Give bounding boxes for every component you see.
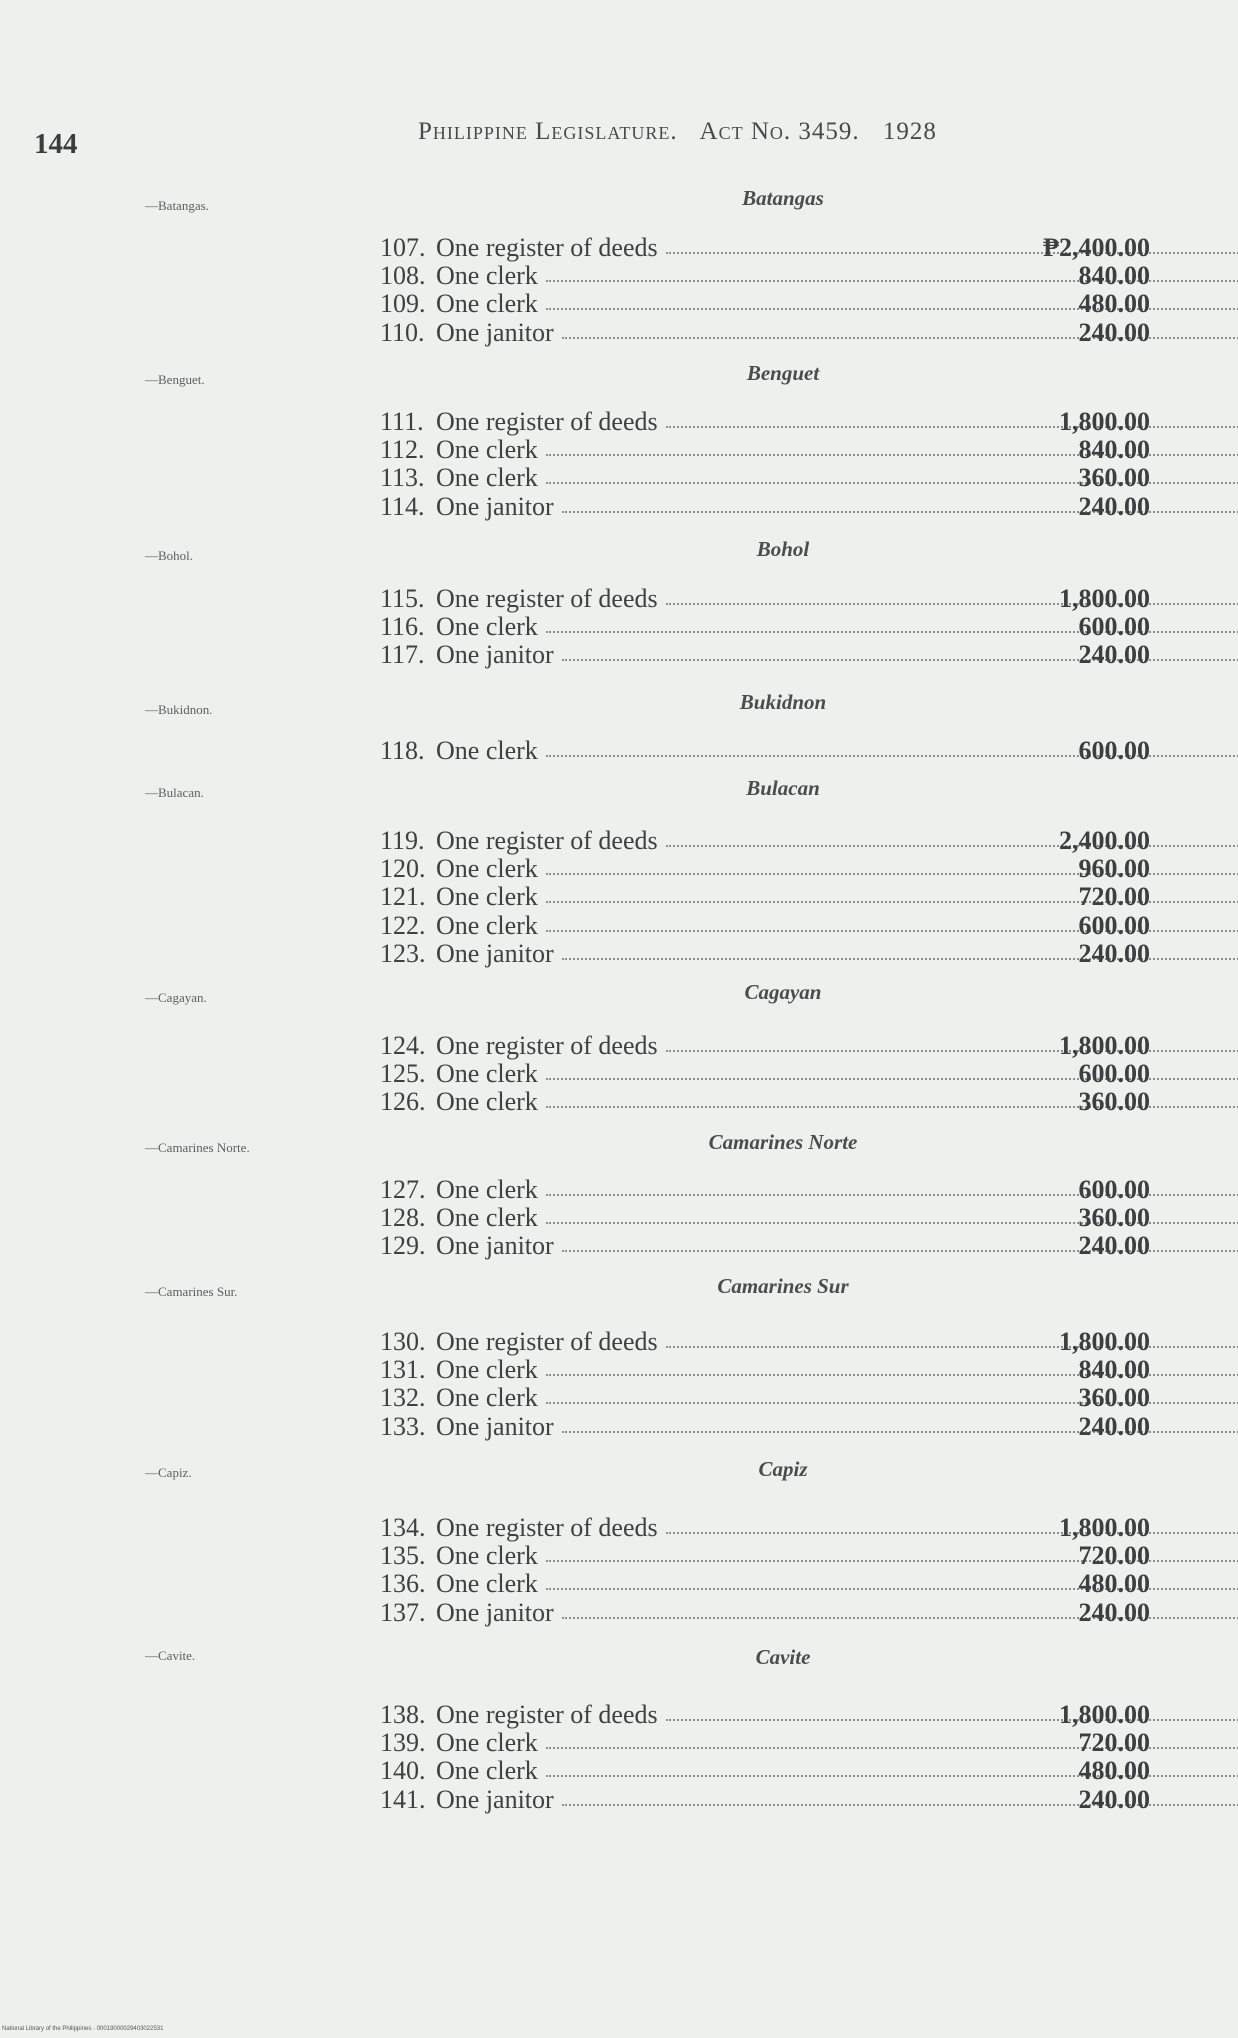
dot-leader xyxy=(666,1032,1238,1052)
item-number: 140. xyxy=(380,1756,426,1785)
appropriation-item xyxy=(380,1786,1150,1814)
dot-leader xyxy=(666,1514,1238,1534)
appropriation-item xyxy=(380,1060,1150,1088)
appropriation-item xyxy=(380,1514,1150,1542)
appropriation-item xyxy=(380,1570,1150,1598)
item-description: One clerk xyxy=(436,1569,538,1598)
appropriation-item xyxy=(380,855,1150,883)
item-description: One clerk xyxy=(436,1175,538,1204)
appropriation-item xyxy=(380,1328,1150,1356)
appropriation-item xyxy=(380,613,1150,641)
province-heading: Bulacan xyxy=(746,776,820,800)
item-description: One register of deeds xyxy=(436,1700,658,1729)
appropriation-item xyxy=(380,641,1150,669)
item-amount: 600.00 xyxy=(1078,911,1150,940)
item-amount: 240.00 xyxy=(1078,1412,1150,1441)
province-heading: Batangas xyxy=(742,186,824,210)
item-amount: 360.00 xyxy=(1078,1383,1150,1412)
item-description: One clerk xyxy=(436,1541,538,1570)
dot-leader xyxy=(666,827,1238,847)
item-amount: 240.00 xyxy=(1078,1598,1150,1627)
appropriation-item xyxy=(380,262,1150,290)
item-number: 114. xyxy=(380,492,425,521)
appropriation-item xyxy=(380,1356,1150,1384)
item-number: 124. xyxy=(380,1031,426,1060)
dot-leader xyxy=(666,408,1238,428)
appropriation-item xyxy=(380,1384,1150,1412)
item-amount: 1,800.00 xyxy=(1059,1031,1150,1060)
item-amount: 2,400.00 xyxy=(1059,826,1150,855)
appropriation-item xyxy=(380,1757,1150,1785)
item-description: One clerk xyxy=(436,882,538,911)
item-amount: 1,800.00 xyxy=(1059,584,1150,613)
item-description: One register of deeds xyxy=(436,233,658,262)
appropriation-item xyxy=(380,436,1150,464)
item-amount: 720.00 xyxy=(1078,1728,1150,1757)
item-number: 117. xyxy=(380,640,425,669)
item-description: One clerk xyxy=(436,261,538,290)
item-description: One register of deeds xyxy=(436,407,658,436)
margin-note: —Cagayan. xyxy=(145,990,207,1005)
item-amount: 1,800.00 xyxy=(1059,1700,1150,1729)
item-number: 113. xyxy=(380,463,425,492)
appropriation-item xyxy=(380,1176,1150,1204)
item-description: One janitor xyxy=(436,939,554,968)
item-description: One clerk xyxy=(436,1355,538,1384)
item-description: One register of deeds xyxy=(436,1031,658,1060)
item-description: One clerk xyxy=(436,1756,538,1785)
province-heading: Benguet xyxy=(746,361,820,385)
margin-note: —Camarines Sur. xyxy=(145,1284,238,1299)
item-description: One register of deeds xyxy=(436,826,658,855)
item-description: One clerk xyxy=(436,435,538,464)
item-number: 130. xyxy=(380,1327,426,1356)
item-description: One janitor xyxy=(436,640,554,669)
province-heading: Camarines Norte xyxy=(708,1130,858,1154)
appropriation-item xyxy=(380,1599,1150,1627)
item-amount: 600.00 xyxy=(1078,612,1150,641)
dot-leader xyxy=(666,234,1238,254)
running-head-year: 1928 xyxy=(882,118,937,145)
province-heading: Bukidnon xyxy=(739,690,827,714)
margin-note: —Bulacan. xyxy=(145,785,204,800)
appropriation-item xyxy=(380,827,1150,855)
item-number: 141. xyxy=(380,1785,426,1814)
item-number: 132. xyxy=(380,1383,426,1412)
item-amount: 600.00 xyxy=(1078,1175,1150,1204)
appropriation-item xyxy=(380,290,1150,318)
province-heading: Camarines Sur xyxy=(717,1274,849,1298)
margin-note: —Cavite. xyxy=(145,1648,196,1663)
item-description: One clerk xyxy=(436,736,538,765)
item-amount: 360.00 xyxy=(1078,1087,1150,1116)
appropriation-item xyxy=(380,234,1150,262)
item-amount: 840.00 xyxy=(1078,435,1150,464)
item-description: One janitor xyxy=(436,318,554,347)
item-amount: 840.00 xyxy=(1078,1355,1150,1384)
item-number: 136. xyxy=(380,1569,426,1598)
item-amount: 1,800.00 xyxy=(1059,1513,1150,1542)
running-head-title: Philippine Legislature. xyxy=(418,118,678,145)
item-amount: 480.00 xyxy=(1078,1569,1150,1598)
item-description: One clerk xyxy=(436,1203,538,1232)
page-number: 144 xyxy=(34,128,78,160)
item-number: 112. xyxy=(380,435,425,464)
appropriation-item xyxy=(380,1413,1150,1441)
item-number: 128. xyxy=(380,1203,426,1232)
appropriation-item xyxy=(380,585,1150,613)
appropriation-item xyxy=(380,319,1150,347)
item-amount: 480.00 xyxy=(1078,289,1150,318)
appropriation-item xyxy=(380,940,1150,968)
appropriation-item xyxy=(380,1232,1150,1260)
margin-note: —Batangas. xyxy=(145,198,209,213)
running-head-act: Act No. 3459. xyxy=(699,118,860,145)
item-number: 123. xyxy=(380,939,426,968)
dot-leader xyxy=(666,585,1238,605)
item-number: 121. xyxy=(380,882,426,911)
item-number: 139. xyxy=(380,1728,426,1757)
appropriation-item xyxy=(380,408,1150,436)
item-number: 133. xyxy=(380,1412,426,1441)
item-amount: 840.00 xyxy=(1078,261,1150,290)
item-description: One register of deeds xyxy=(436,1327,658,1356)
province-heading: Capiz xyxy=(758,1457,808,1481)
item-amount: 240.00 xyxy=(1078,492,1150,521)
item-number: 129. xyxy=(380,1231,426,1260)
item-number: 127. xyxy=(380,1175,426,1204)
item-number: 118. xyxy=(380,736,425,765)
item-number: 125. xyxy=(380,1059,426,1088)
appropriation-item xyxy=(380,737,1150,765)
margin-note: —Benguet. xyxy=(145,372,205,387)
item-amount: 600.00 xyxy=(1078,1059,1150,1088)
item-number: 119. xyxy=(380,826,425,855)
item-number: 126. xyxy=(380,1087,426,1116)
margin-note: —Camarines Norte. xyxy=(145,1140,250,1155)
item-number: 110. xyxy=(380,318,425,347)
dot-leader xyxy=(666,1328,1238,1348)
item-number: 115. xyxy=(380,584,425,613)
item-number: 131. xyxy=(380,1355,426,1384)
margin-note: —Bohol. xyxy=(145,548,194,563)
item-amount: 960.00 xyxy=(1078,854,1150,883)
appropriation-item xyxy=(380,1088,1150,1116)
item-amount: 240.00 xyxy=(1078,1231,1150,1260)
appropriation-item xyxy=(380,493,1150,521)
item-amount: 720.00 xyxy=(1078,1541,1150,1570)
item-amount: ₱2,400.00 xyxy=(1043,233,1150,262)
item-number: 107. xyxy=(380,233,426,262)
dot-leader xyxy=(666,1701,1238,1721)
item-amount: 360.00 xyxy=(1078,1203,1150,1232)
item-description: One clerk xyxy=(436,911,538,940)
item-amount: 1,800.00 xyxy=(1059,407,1150,436)
item-amount: 240.00 xyxy=(1078,640,1150,669)
item-description: One janitor xyxy=(436,1785,554,1814)
appropriation-item xyxy=(380,1542,1150,1570)
item-number: 134. xyxy=(380,1513,426,1542)
item-amount: 240.00 xyxy=(1078,1785,1150,1814)
item-amount: 240.00 xyxy=(1078,939,1150,968)
province-heading: Cagayan xyxy=(744,980,822,1004)
item-amount: 1,800.00 xyxy=(1059,1327,1150,1356)
item-description: One register of deeds xyxy=(436,584,658,613)
appropriation-item xyxy=(380,1701,1150,1729)
item-amount: 240.00 xyxy=(1078,318,1150,347)
item-amount: 480.00 xyxy=(1078,1756,1150,1785)
item-description: One clerk xyxy=(436,1087,538,1116)
margin-note: —Bukidnon. xyxy=(145,702,213,717)
item-number: 137. xyxy=(380,1598,426,1627)
appropriation-item xyxy=(380,1204,1150,1232)
item-number: 138. xyxy=(380,1700,426,1729)
item-description: One clerk xyxy=(436,463,538,492)
item-description: One clerk xyxy=(436,1728,538,1757)
item-description: One clerk xyxy=(436,854,538,883)
appropriation-item xyxy=(380,1729,1150,1757)
item-description: One clerk xyxy=(436,1059,538,1088)
item-description: One register of deeds xyxy=(436,1513,658,1542)
item-number: 122. xyxy=(380,911,426,940)
margin-note: —Capiz. xyxy=(145,1465,192,1480)
province-heading: Cavite xyxy=(755,1645,811,1669)
appropriation-item xyxy=(380,912,1150,940)
appropriation-item xyxy=(380,883,1150,911)
item-amount: 600.00 xyxy=(1078,736,1150,765)
running-head xyxy=(418,118,953,146)
item-number: 109. xyxy=(380,289,426,318)
item-description: One janitor xyxy=(436,1598,554,1627)
item-description: One janitor xyxy=(436,1231,554,1260)
appropriation-item xyxy=(380,1032,1150,1060)
footer-tag: National Library of the Philippines · 00019000029403022531 xyxy=(2,2026,164,2032)
item-description: One clerk xyxy=(436,612,538,641)
item-number: 111. xyxy=(380,407,424,436)
province-heading: Bohol xyxy=(756,537,810,561)
item-description: One clerk xyxy=(436,1383,538,1412)
item-number: 135. xyxy=(380,1541,426,1570)
item-number: 120. xyxy=(380,854,426,883)
item-description: One clerk xyxy=(436,289,538,318)
item-number: 108. xyxy=(380,261,426,290)
item-description: One janitor xyxy=(436,492,554,521)
appropriation-item xyxy=(380,464,1150,492)
item-number: 116. xyxy=(380,612,425,641)
item-description: One janitor xyxy=(436,1412,554,1441)
item-amount: 720.00 xyxy=(1078,882,1150,911)
item-amount: 360.00 xyxy=(1078,463,1150,492)
